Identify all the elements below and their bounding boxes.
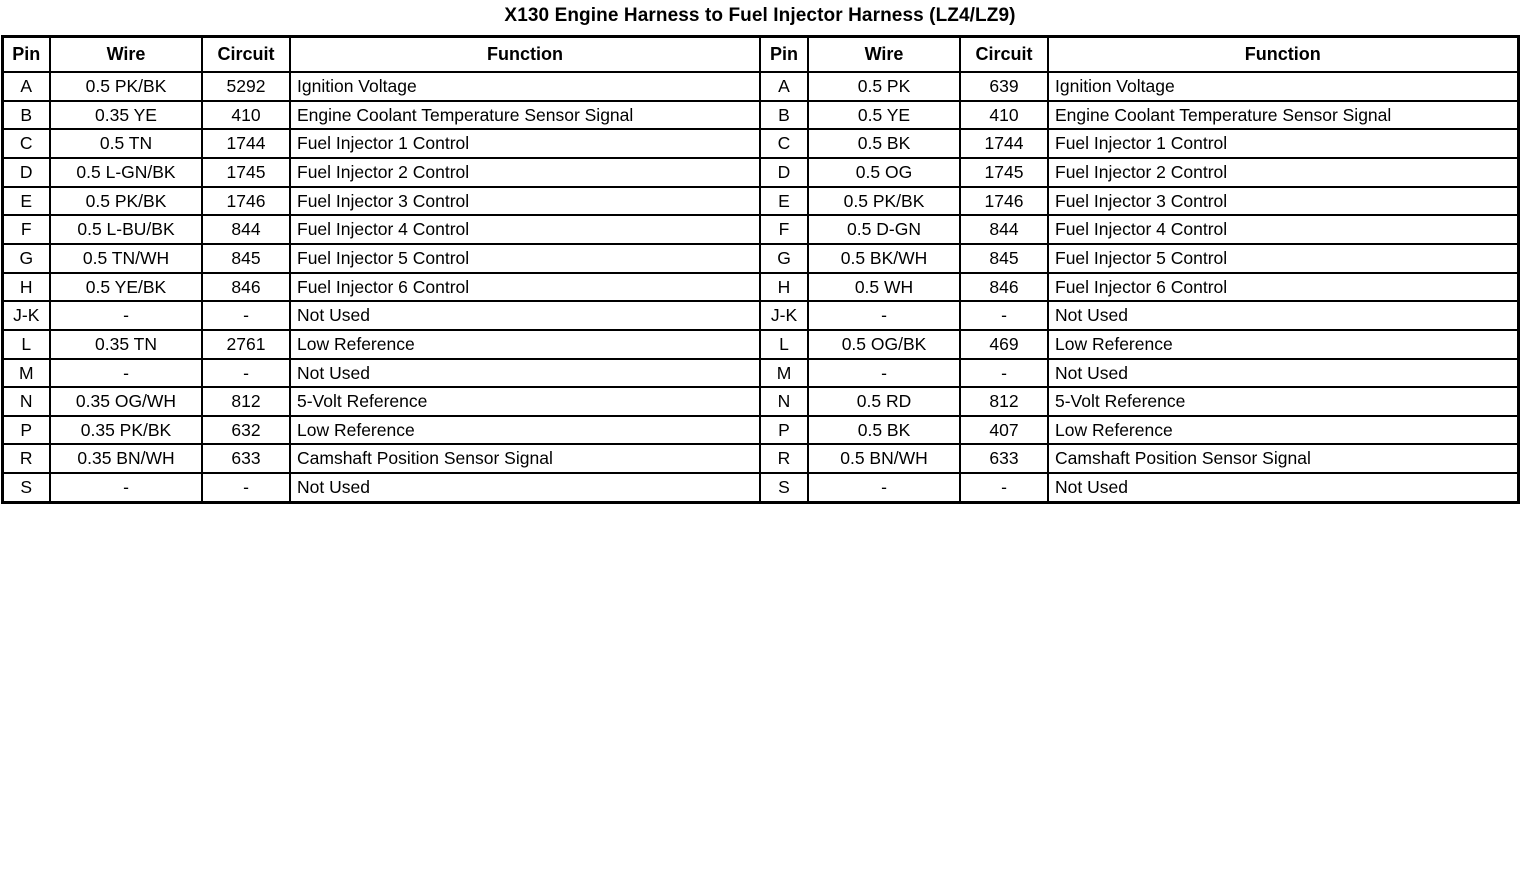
cell-right-function: Not Used <box>1048 473 1518 502</box>
cell-left-pin: S <box>2 473 50 502</box>
cell-right-circuit: 407 <box>960 416 1048 445</box>
cell-left-circuit: 812 <box>202 387 290 416</box>
cell-left-wire: 0.35 YE <box>50 101 202 130</box>
cell-right-circuit: 633 <box>960 444 1048 473</box>
cell-right-circuit: 1744 <box>960 129 1048 158</box>
column-header-function-right: Function <box>1048 36 1518 72</box>
cell-right-circuit: 844 <box>960 215 1048 244</box>
cell-right-function: Low Reference <box>1048 330 1518 359</box>
cell-right-circuit: 469 <box>960 330 1048 359</box>
cell-right-pin: J-K <box>760 301 808 330</box>
cell-left-wire: 0.35 OG/WH <box>50 387 202 416</box>
cell-right-wire: 0.5 WH <box>808 273 960 302</box>
table-row <box>2 101 1518 130</box>
cell-right-function: Fuel Injector 2 Control <box>1048 158 1518 187</box>
table-row <box>2 215 1518 244</box>
cell-left-pin: H <box>2 273 50 302</box>
cell-right-circuit: 845 <box>960 244 1048 273</box>
cell-left-wire: 0.35 PK/BK <box>50 416 202 445</box>
cell-right-function: Ignition Voltage <box>1048 72 1518 101</box>
cell-left-function: Fuel Injector 5 Control <box>290 244 760 273</box>
cell-left-circuit: 1744 <box>202 129 290 158</box>
cell-left-function: Fuel Injector 6 Control <box>290 273 760 302</box>
table-row <box>2 387 1518 416</box>
table-header-row <box>2 36 1518 72</box>
table-row <box>2 187 1518 216</box>
cell-left-wire: 0.5 YE/BK <box>50 273 202 302</box>
cell-right-function: Fuel Injector 6 Control <box>1048 273 1518 302</box>
table-row <box>2 330 1518 359</box>
column-header-circuit-left: Circuit <box>202 36 290 72</box>
cell-right-circuit: 639 <box>960 72 1048 101</box>
cell-right-function: Fuel Injector 3 Control <box>1048 187 1518 216</box>
cell-left-pin: A <box>2 72 50 101</box>
cell-right-wire: 0.5 BK <box>808 129 960 158</box>
column-header-wire-left: Wire <box>50 36 202 72</box>
cell-right-pin: P <box>760 416 808 445</box>
cell-right-circuit: - <box>960 473 1048 502</box>
cell-right-function: Camshaft Position Sensor Signal <box>1048 444 1518 473</box>
cell-right-pin: S <box>760 473 808 502</box>
table-row <box>2 359 1518 388</box>
table-row <box>2 72 1518 101</box>
cell-left-circuit: 1746 <box>202 187 290 216</box>
cell-left-function: Fuel Injector 3 Control <box>290 187 760 216</box>
cell-left-function: Fuel Injector 2 Control <box>290 158 760 187</box>
cell-right-wire: - <box>808 359 960 388</box>
cell-left-function: Fuel Injector 4 Control <box>290 215 760 244</box>
cell-right-pin: E <box>760 187 808 216</box>
table-row <box>2 301 1518 330</box>
cell-left-circuit: - <box>202 301 290 330</box>
cell-left-function: Not Used <box>290 359 760 388</box>
harness-pinout-table <box>1 35 1520 504</box>
cell-left-circuit: 2761 <box>202 330 290 359</box>
cell-left-wire: 0.35 TN <box>50 330 202 359</box>
cell-left-circuit: 633 <box>202 444 290 473</box>
cell-left-circuit: 844 <box>202 215 290 244</box>
cell-left-pin: C <box>2 129 50 158</box>
cell-right-wire: 0.5 D-GN <box>808 215 960 244</box>
cell-left-pin: F <box>2 215 50 244</box>
cell-left-circuit: 1745 <box>202 158 290 187</box>
cell-left-circuit: 846 <box>202 273 290 302</box>
cell-right-circuit: - <box>960 301 1048 330</box>
cell-right-wire: 0.5 OG <box>808 158 960 187</box>
cell-right-function: Fuel Injector 4 Control <box>1048 215 1518 244</box>
cell-right-pin: C <box>760 129 808 158</box>
cell-right-pin: F <box>760 215 808 244</box>
cell-left-pin: J-K <box>2 301 50 330</box>
cell-right-wire: 0.5 BK <box>808 416 960 445</box>
cell-left-wire: - <box>50 359 202 388</box>
cell-right-pin: M <box>760 359 808 388</box>
cell-right-pin: D <box>760 158 808 187</box>
cell-right-wire: 0.5 RD <box>808 387 960 416</box>
cell-left-wire: 0.35 BN/WH <box>50 444 202 473</box>
cell-left-pin: B <box>2 101 50 130</box>
column-header-pin-right: Pin <box>760 36 808 72</box>
cell-left-circuit: - <box>202 473 290 502</box>
cell-right-circuit: 1745 <box>960 158 1048 187</box>
cell-right-pin: H <box>760 273 808 302</box>
cell-left-pin: P <box>2 416 50 445</box>
cell-left-wire: - <box>50 301 202 330</box>
cell-left-function: Fuel Injector 1 Control <box>290 129 760 158</box>
cell-right-pin: A <box>760 72 808 101</box>
column-header-function-left: Function <box>290 36 760 72</box>
cell-left-pin: D <box>2 158 50 187</box>
table-row <box>2 273 1518 302</box>
cell-left-wire: 0.5 L-GN/BK <box>50 158 202 187</box>
cell-right-function: Low Reference <box>1048 416 1518 445</box>
cell-right-wire: 0.5 BK/WH <box>808 244 960 273</box>
cell-right-circuit: - <box>960 359 1048 388</box>
cell-left-function: Engine Coolant Temperature Sensor Signal <box>290 101 760 130</box>
cell-right-function: Not Used <box>1048 301 1518 330</box>
cell-left-wire: 0.5 TN/WH <box>50 244 202 273</box>
cell-right-pin: N <box>760 387 808 416</box>
table-body <box>2 72 1518 502</box>
table-row <box>2 158 1518 187</box>
cell-right-pin: R <box>760 444 808 473</box>
cell-left-circuit: 5292 <box>202 72 290 101</box>
cell-left-circuit: 410 <box>202 101 290 130</box>
cell-left-function: Ignition Voltage <box>290 72 760 101</box>
cell-left-function: Camshaft Position Sensor Signal <box>290 444 760 473</box>
cell-right-wire: - <box>808 301 960 330</box>
cell-right-pin: B <box>760 101 808 130</box>
cell-left-pin: L <box>2 330 50 359</box>
cell-right-wire: 0.5 OG/BK <box>808 330 960 359</box>
table-row <box>2 129 1518 158</box>
column-header-wire-right: Wire <box>808 36 960 72</box>
cell-right-circuit: 1746 <box>960 187 1048 216</box>
table-row <box>2 416 1518 445</box>
cell-left-wire: 0.5 PK/BK <box>50 187 202 216</box>
cell-left-wire: 0.5 PK/BK <box>50 72 202 101</box>
cell-left-function: Not Used <box>290 301 760 330</box>
table-row <box>2 244 1518 273</box>
cell-right-wire: 0.5 BN/WH <box>808 444 960 473</box>
cell-right-wire: - <box>808 473 960 502</box>
cell-right-circuit: 410 <box>960 101 1048 130</box>
cell-left-pin: G <box>2 244 50 273</box>
cell-left-pin: E <box>2 187 50 216</box>
cell-right-function: Fuel Injector 5 Control <box>1048 244 1518 273</box>
cell-left-function: Low Reference <box>290 330 760 359</box>
table-row <box>2 473 1518 502</box>
cell-left-circuit: - <box>202 359 290 388</box>
column-header-circuit-right: Circuit <box>960 36 1048 72</box>
cell-right-function: Not Used <box>1048 359 1518 388</box>
cell-right-wire: 0.5 YE <box>808 101 960 130</box>
cell-left-circuit: 632 <box>202 416 290 445</box>
cell-right-wire: 0.5 PK/BK <box>808 187 960 216</box>
cell-left-pin: M <box>2 359 50 388</box>
page-title: X130 Engine Harness to Fuel Injector Harness (LZ4/LZ9) <box>504 5 1016 26</box>
cell-right-function: 5-Volt Reference <box>1048 387 1518 416</box>
cell-left-wire: 0.5 L-BU/BK <box>50 215 202 244</box>
cell-left-pin: N <box>2 387 50 416</box>
cell-left-wire: 0.5 TN <box>50 129 202 158</box>
cell-right-circuit: 812 <box>960 387 1048 416</box>
cell-right-function: Engine Coolant Temperature Sensor Signal <box>1048 101 1518 130</box>
table-row <box>2 444 1518 473</box>
cell-right-circuit: 846 <box>960 273 1048 302</box>
cell-left-function: Low Reference <box>290 416 760 445</box>
cell-right-wire: 0.5 PK <box>808 72 960 101</box>
cell-right-pin: L <box>760 330 808 359</box>
cell-left-wire: - <box>50 473 202 502</box>
cell-right-function: Fuel Injector 1 Control <box>1048 129 1518 158</box>
cell-left-function: 5-Volt Reference <box>290 387 760 416</box>
cell-left-circuit: 845 <box>202 244 290 273</box>
cell-left-pin: R <box>2 444 50 473</box>
cell-left-function: Not Used <box>290 473 760 502</box>
cell-right-pin: G <box>760 244 808 273</box>
column-header-pin-left: Pin <box>2 36 50 72</box>
